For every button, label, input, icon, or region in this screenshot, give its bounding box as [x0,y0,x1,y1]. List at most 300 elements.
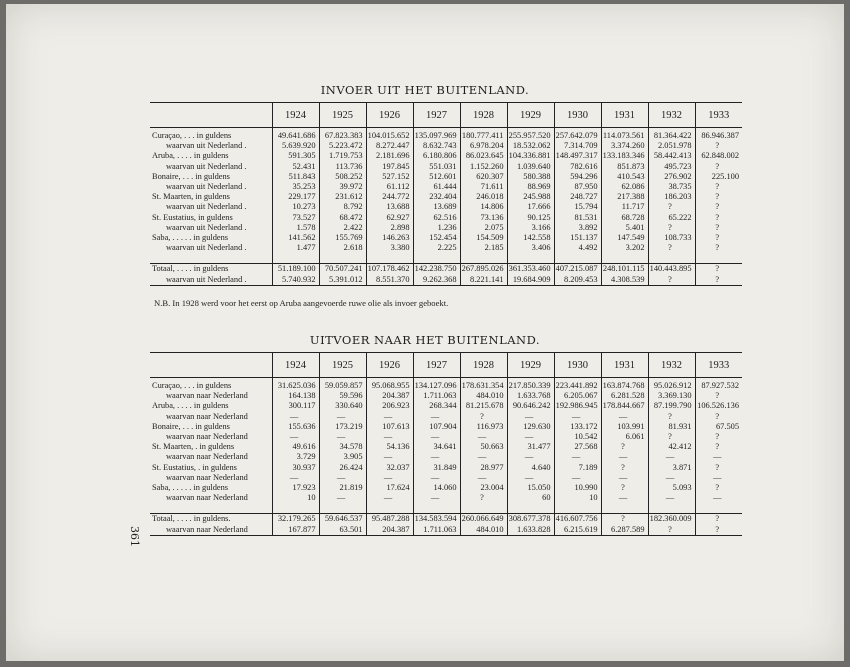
row-label: Aruba, . . . . in guldens [152,401,229,411]
table-cell: — [413,412,460,422]
table-cell: ? [695,514,742,525]
table-row [150,162,742,172]
table-cell: 95.026.912 [648,378,695,392]
table-cell: — [272,432,319,442]
table-cell: ? [695,182,742,192]
row-label: Saba, . . . . . in guldens [152,233,229,243]
row-label: waarvan uit Nederland . [166,243,247,253]
table-cell: 13.688 [366,202,413,212]
table-cell: 26.424 [319,463,366,473]
table-cell: 68.472 [319,213,366,223]
footnote: N.B. In 1928 werd voor het eerst op Aruba aangevoerde ruwe olie als invoer geboekt. [154,298,449,308]
import-header-row [150,103,742,128]
table-cell: 591.305 [272,151,319,161]
table-cell: — [272,412,319,422]
table-cell: ? [695,192,742,202]
table-cell: 35.253 [272,182,319,192]
row-label: Curaçao, . . . in guldens [152,381,232,390]
table-cell: 231.612 [319,192,366,202]
table-row [150,233,742,243]
table-cell: 3.729 [272,452,319,462]
table-cell: 851.873 [601,162,648,172]
table-cell: 27.568 [554,442,601,452]
table-cell: 15.794 [554,202,601,212]
table-cell: 134.127.096 [413,378,460,392]
table-cell: 1.236 [413,223,460,233]
table-cell: — [460,452,507,462]
table-cell: 361.353.460 [507,264,554,275]
table-cell: 495.723 [648,162,695,172]
spacer-row [150,503,742,514]
spacer-cell [319,253,366,264]
table-cell: 134.583.594 [413,514,460,525]
table-cell: 782.616 [554,162,601,172]
table-cell: 5.093 [648,483,695,493]
table-cell: ? [648,525,695,536]
table-row [150,442,742,452]
table-cell: 1.477 [272,243,319,253]
row-label: waarvan naar Nederland [166,432,248,442]
table-cell: 223.441.892 [554,378,601,392]
row-label: waarvan naar Nederland [150,525,272,536]
table-cell: ? [601,483,648,493]
table-cell: ? [695,223,742,233]
table-cell: 248.727 [554,192,601,202]
table-cell: 81.215.678 [460,401,507,411]
table-cell: — [366,452,413,462]
table-row [150,202,742,212]
table-cell: 197.845 [366,162,413,172]
table-row [150,275,742,286]
table-cell: 268.344 [413,401,460,411]
spacer-cell [413,253,460,264]
table-cell: — [460,473,507,483]
table-cell: 141.562 [272,233,319,243]
table-cell: 142.238.750 [413,264,460,275]
table-cell: 81.531 [554,213,601,223]
table-cell: 10 [272,493,319,503]
table-row [150,243,742,253]
table-cell: — [507,452,554,462]
row-label: Curaçao, . . . in guldens [152,131,232,140]
table-cell: 580.388 [507,172,554,182]
table-cell: 276.902 [648,172,695,182]
table-cell: ? [648,243,695,253]
table-cell: 10.273 [272,202,319,212]
table-cell: 73.527 [272,213,319,223]
table-cell: 32.179.265 [272,514,319,525]
year-header: 1926 [366,353,413,378]
table-cell: 107.613 [366,422,413,432]
page-number: 361 [128,526,141,547]
table-cell: 71.611 [460,182,507,192]
table-cell: 129.630 [507,422,554,432]
table-cell: 133.172 [554,422,601,432]
table-row [150,128,742,142]
header-blank [150,103,272,128]
row-label: Bonaire, . . . in guldens [152,171,230,181]
row-label: waarvan uit Nederland . [166,202,247,212]
table-cell: 31.625.036 [272,378,319,392]
table-row [150,223,742,233]
header-blank [150,353,272,378]
spacer-cell [150,503,272,514]
year-header: 1931 [601,353,648,378]
table-cell: 5.223.472 [319,141,366,151]
year-header: 1928 [460,103,507,128]
table-cell: — [366,473,413,483]
table-cell: ? [695,412,742,422]
table-row [150,483,742,493]
table-cell: — [272,473,319,483]
table-cell: 19.684.909 [507,275,554,286]
table-cell: 49.641.686 [272,128,319,142]
table-cell: 8.272.447 [366,141,413,151]
table-cell: ? [695,264,742,275]
table-cell: 51.189.100 [272,264,319,275]
table-cell: 2.225 [413,243,460,253]
table-cell: 87.927.532 [695,378,742,392]
row-label: waarvan uit Nederland . [166,141,247,151]
table-cell: 106.526.136 [695,401,742,411]
table-cell: 2.051.978 [648,141,695,151]
table-cell: 1.039.640 [507,162,554,172]
table-row [150,525,742,536]
year-header: 1927 [413,103,460,128]
table-cell: 267.895.026 [460,264,507,275]
table-cell: 151.137 [554,233,601,243]
table-cell: 244.772 [366,192,413,202]
table-cell: 95.068.955 [366,378,413,392]
spacer-cell [601,503,648,514]
table-cell: 178.631.354 [460,378,507,392]
table-cell: — [695,473,742,483]
spacer-cell [507,503,554,514]
table-cell: 147.549 [601,233,648,243]
table-cell: — [601,493,648,503]
spacer-cell [601,253,648,264]
table-cell: 60 [507,493,554,503]
table-cell: 87.950 [554,182,601,192]
table-cell: 229.177 [272,192,319,202]
table-cell: 67.823.383 [319,128,366,142]
table-cell: 6.978.204 [460,141,507,151]
table-cell: 114.073.561 [601,128,648,142]
table-cell: — [554,473,601,483]
table-cell: 52.431 [272,162,319,172]
export-table [150,352,742,536]
table-cell: 620.307 [460,172,507,182]
table-cell: ? [695,162,742,172]
table-cell: 86.023.645 [460,151,507,161]
table-cell: 300.117 [272,401,319,411]
table-cell: 6.061 [601,432,648,442]
table-cell: 146.263 [366,233,413,243]
table-cell: 90.646.242 [507,401,554,411]
spacer-cell [554,253,601,264]
table-cell: — [507,412,554,422]
table-cell: 1.711.063 [413,525,460,536]
table-row [150,192,742,202]
table-cell: 217.388 [601,192,648,202]
year-header: 1925 [319,353,366,378]
table-cell: — [366,493,413,503]
spacer-cell [272,503,319,514]
table-cell: 186.203 [648,192,695,202]
year-header: 1924 [272,103,319,128]
table-cell: ? [648,223,695,233]
table-cell: 3.202 [601,243,648,253]
table-cell: 1.633.768 [507,391,554,401]
table-cell: 508.252 [319,172,366,182]
table-cell: 10.990 [554,483,601,493]
table-cell: 527.152 [366,172,413,182]
table-cell: 2.185 [460,243,507,253]
table-cell: 14.060 [413,483,460,493]
table-cell: 3.166 [507,223,554,233]
table-row [150,141,742,151]
table-cell: 86.946.387 [695,128,742,142]
table-cell: 2.422 [319,223,366,233]
table-cell: 3.369.130 [648,391,695,401]
year-header: 1927 [413,353,460,378]
table-cell: 155.769 [319,233,366,243]
table-cell: — [648,473,695,483]
table-cell: 2.898 [366,223,413,233]
table-cell: 62.516 [413,213,460,223]
table-cell: 61.444 [413,182,460,192]
table-cell: 31.849 [413,463,460,473]
table-cell: 1.578 [272,223,319,233]
table-row [150,412,742,422]
table-cell: 407.215.087 [554,264,601,275]
table-cell: ? [601,463,648,473]
table-cell: 154.509 [460,233,507,243]
table-cell: 81.931 [648,422,695,432]
row-label: Bonaire, . . . in guldens [152,421,230,431]
table-cell: 108.733 [648,233,695,243]
table-row [150,422,742,432]
table-cell: 1.633.828 [507,525,554,536]
table-cell: — [648,452,695,462]
year-header: 1933 [695,103,742,128]
table-cell: 39.972 [319,182,366,192]
year-header: 1929 [507,353,554,378]
row-label: waarvan naar Nederland [166,472,248,482]
table-row [150,432,742,442]
table-cell: 1.719.753 [319,151,366,161]
table-row [150,264,742,275]
table-cell: — [319,412,366,422]
table-cell: 81.364.422 [648,128,695,142]
table-cell: 5.639.920 [272,141,319,151]
table-cell: 10.542 [554,432,601,442]
row-label: waarvan uit Nederland . [166,222,247,232]
table-cell: 107.904 [413,422,460,432]
table-cell: — [413,473,460,483]
table-row [150,151,742,161]
table-cell: 59.059.857 [319,378,366,392]
table-cell: ? [695,141,742,151]
table-cell: 6.205.067 [554,391,601,401]
table-cell: 225.100 [695,172,742,182]
table-cell: 30.937 [272,463,319,473]
row-label: Totaal, . . . . in guldens. [150,514,272,525]
table-cell: 104.015.652 [366,128,413,142]
table-cell: — [601,452,648,462]
table-cell: 204.387 [366,525,413,536]
table-cell: 59.646.537 [319,514,366,525]
table-cell: 163.874.768 [601,378,648,392]
spacer-cell [648,503,695,514]
table-cell: ? [695,525,742,536]
table-cell: ? [695,275,742,286]
row-label: Aruba, . . . . in guldens [152,151,229,161]
table-cell: 155.636 [272,422,319,432]
table-cell: 1.711.063 [413,391,460,401]
table-row [150,473,742,483]
table-cell: 8.221.141 [460,275,507,286]
table-row [150,391,742,401]
import-table [150,102,742,286]
table-cell: 192.986.945 [554,401,601,411]
table-row [150,463,742,473]
table-cell: 5.740.932 [272,275,319,286]
table-cell: 246.018 [460,192,507,202]
table-cell: 204.387 [366,391,413,401]
spacer-cell [413,503,460,514]
table-cell: 87.199.790 [648,401,695,411]
row-label: waarvan naar Nederland [166,391,248,401]
table-row [150,213,742,223]
row-label: waarvan uit Nederland . [166,161,247,171]
spacer-cell [366,253,413,264]
table-row [150,182,742,192]
table-cell: ? [460,493,507,503]
table-cell: 31.477 [507,442,554,452]
table-cell: 8.209.453 [554,275,601,286]
table-cell: 206.923 [366,401,413,411]
table-cell: 3.892 [554,223,601,233]
table-cell: ? [695,483,742,493]
table-cell: 62.086 [601,182,648,192]
table-row [150,172,742,182]
table-cell: 14.806 [460,202,507,212]
table-cell: ? [601,442,648,452]
table-cell: ? [648,275,695,286]
table-cell: 7.189 [554,463,601,473]
year-header: 1932 [648,353,695,378]
table-cell: 8.551.370 [366,275,413,286]
table-cell: 6.180.806 [413,151,460,161]
table-cell: 95.487.288 [366,514,413,525]
table-cell: 255.957.520 [507,128,554,142]
table-cell: — [460,432,507,442]
year-header: 1926 [366,103,413,128]
table-cell: 32.037 [366,463,413,473]
spacer-cell [695,253,742,264]
table-cell: 18.532.062 [507,141,554,151]
table-cell: 10 [554,493,601,503]
table-cell: — [554,452,601,462]
row-label: waarvan naar Nederland [166,452,248,462]
spacer-cell [695,503,742,514]
table-cell: 512.601 [413,172,460,182]
table-cell: 173.219 [319,422,366,432]
spacer-cell [648,253,695,264]
table-cell: ? [695,463,742,473]
table-cell: ? [695,243,742,253]
table-cell: — [507,432,554,442]
spacer-cell [150,253,272,264]
table-cell: 167.877 [272,525,319,536]
row-label: waarvan uit Nederland . [150,275,272,286]
table-cell: 49.616 [272,442,319,452]
table-cell: 3.406 [507,243,554,253]
table-cell: ? [460,412,507,422]
spacer-cell [366,503,413,514]
row-label: Totaal, . . . . in guldens [150,264,272,275]
table-cell: 63.501 [319,525,366,536]
table-cell: 484.010 [460,391,507,401]
table-cell: 59.596 [319,391,366,401]
table-cell: 62.848.002 [695,151,742,161]
table-cell: 6.215.619 [554,525,601,536]
table-cell: ? [601,514,648,525]
table-cell: 133.183.346 [601,151,648,161]
table-cell: ? [648,432,695,442]
table-cell: 330.640 [319,401,366,411]
table-cell: — [413,493,460,503]
table-cell: 17.624 [366,483,413,493]
table-cell: 142.558 [507,233,554,243]
table-cell: 308.677.378 [507,514,554,525]
table-cell: 178.844.667 [601,401,648,411]
table-cell: 217.850.339 [507,378,554,392]
table-cell: 104.336.881 [507,151,554,161]
table-cell: 180.777.411 [460,128,507,142]
year-header: 1925 [319,103,366,128]
table-row [150,514,742,525]
table-cell: — [413,452,460,462]
table-cell: 107.178.462 [366,264,413,275]
table-cell: — [695,493,742,503]
spacer-cell [319,503,366,514]
table-cell: 88.969 [507,182,554,192]
row-label: Saba, . . . . . in guldens [152,483,229,493]
table-cell: 28.977 [460,463,507,473]
table-cell: — [319,473,366,483]
table-cell: 9.262.368 [413,275,460,286]
table-cell: 232.404 [413,192,460,202]
table-cell: — [413,432,460,442]
table-cell: 248.101.115 [601,264,648,275]
spacer-cell [507,253,554,264]
table-cell: 484.010 [460,525,507,536]
table-cell: 1.152.260 [460,162,507,172]
table-cell: 4.640 [507,463,554,473]
table-cell: 8.792 [319,202,366,212]
table-cell: 245.988 [507,192,554,202]
table-cell: 116.973 [460,422,507,432]
table-cell: 416.607.756 [554,514,601,525]
table-cell: 140.443.895 [648,264,695,275]
year-header: 1924 [272,353,319,378]
import-table-title: INVOER UIT HET BUITENLAND. [320,83,530,97]
table-cell: 34.578 [319,442,366,452]
spacer-cell [272,253,319,264]
table-cell: 3.374.260 [601,141,648,151]
